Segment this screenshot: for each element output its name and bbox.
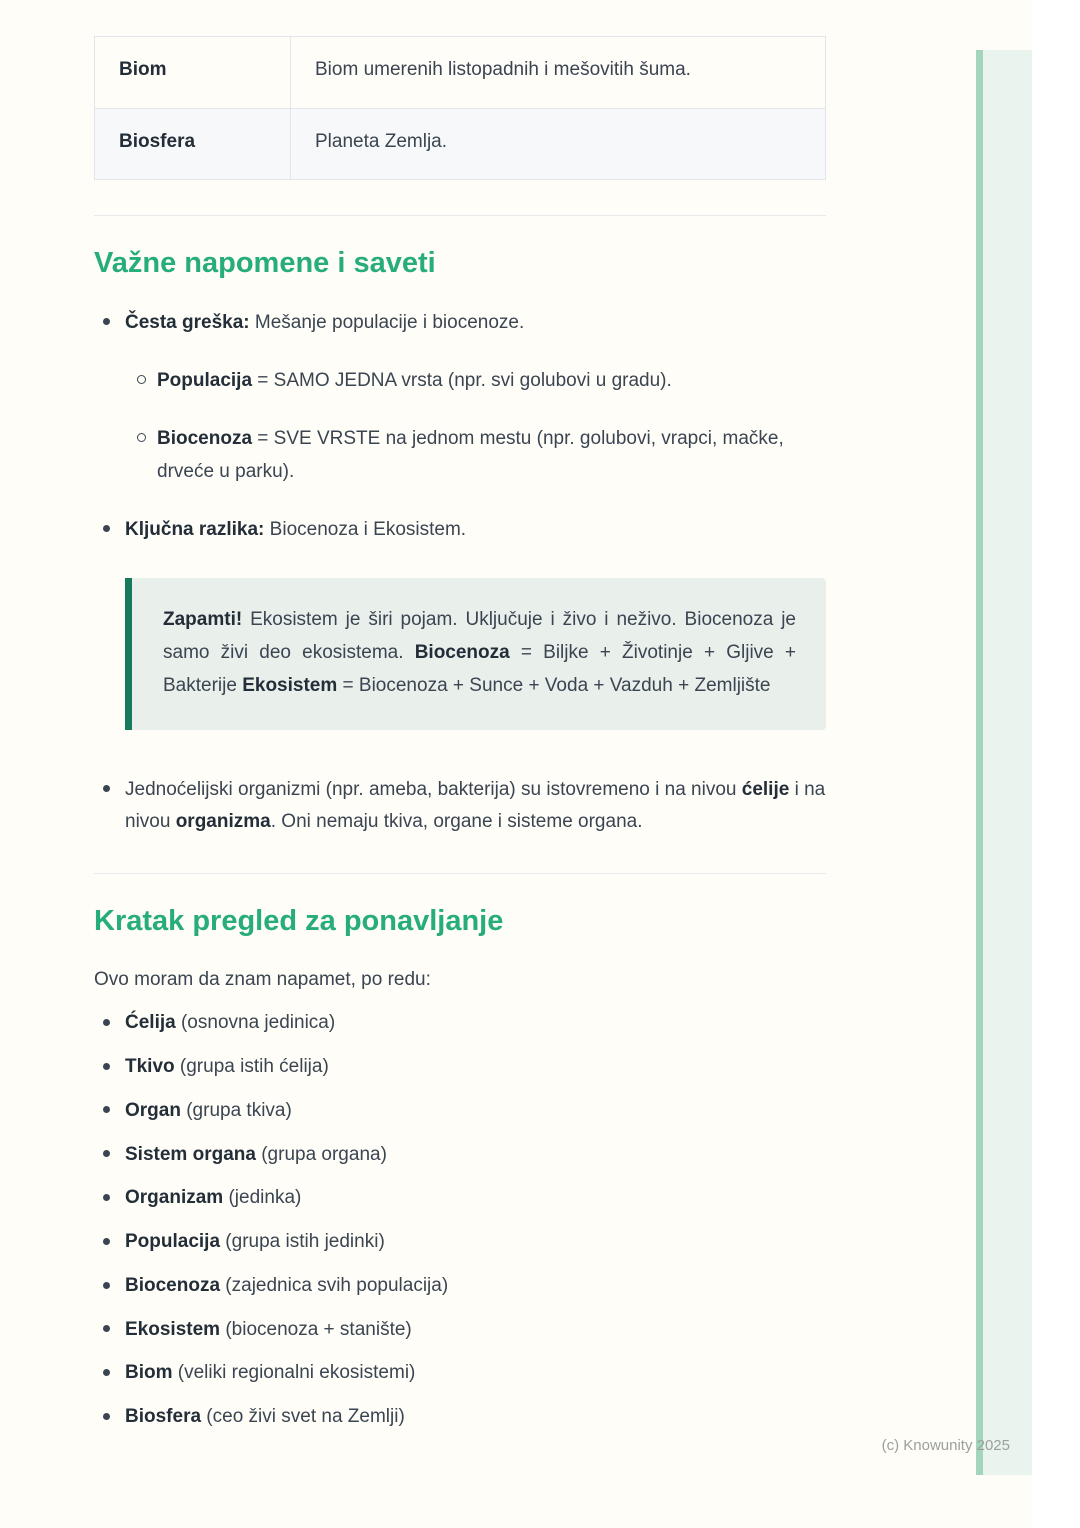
note-bold: Česta greška: [125, 311, 250, 333]
note-text: Mešanje populacije i biocenoze. [249, 311, 525, 333]
review-section-title: Kratak pregled za ponavljanje [94, 905, 504, 938]
list-item [94, 1096, 826, 1127]
list-item [94, 307, 826, 339]
term-note: (ceo živi svet na Zemlji) [201, 1406, 405, 1428]
page-content [94, 36, 826, 1433]
green-side-stripe [976, 50, 1032, 1475]
term-note: (biocenoza + stanište) [220, 1318, 412, 1340]
term-note: (grupa istih ćelija) [174, 1056, 329, 1078]
list-item [137, 423, 826, 488]
term-bold: Organ [125, 1099, 181, 1121]
note-text: Biocenoza i Ekosistem. [264, 519, 467, 541]
callout-text: = Biocenoza + Sunce + Voda + Vazduh + Zemljište [337, 675, 771, 697]
callout-bold: Biocenoza [414, 642, 510, 664]
callout-text: Ekosistem je širi pojam. Uključuje i živo i neživo. Biocenoza je samo živi deo ekosistema. [163, 609, 796, 664]
notes-list [94, 307, 826, 339]
list-item [94, 1271, 826, 1302]
review-list [94, 1008, 826, 1433]
term-note: (grupa istih jedinki) [220, 1231, 385, 1253]
note-text: . Oni nemaju tkiva, organe i sisteme organa. [270, 810, 643, 832]
notes-sublist [137, 365, 826, 488]
remember-callout [125, 578, 826, 729]
term-cell: Biom [95, 37, 291, 109]
note-bold: Ključna razlika: [125, 519, 265, 541]
section-divider [94, 873, 826, 874]
section-divider [94, 215, 826, 216]
note-bold: ćelije [741, 778, 790, 800]
list-item [94, 774, 826, 839]
table-row [95, 108, 826, 180]
list-item [94, 1358, 826, 1389]
term-note: (zajednica svih populacija) [220, 1274, 449, 1296]
term-bold: Tkivo [125, 1056, 175, 1078]
callout-bold: Zapamti! [163, 609, 243, 631]
term-bold: Ekosistem [125, 1318, 221, 1340]
term-bold: Biosfera [125, 1406, 202, 1428]
term-bold: Sistem organa [125, 1143, 256, 1165]
term-bold: Biom [125, 1362, 173, 1384]
list-item [94, 1315, 826, 1346]
definition-cell: Planeta Zemlja. [315, 130, 448, 152]
list-item [94, 1008, 826, 1039]
callout-text: = Biljke + Životinje + Gljive + Bakterije [163, 642, 796, 697]
note-bold: Populacija [157, 370, 253, 392]
note-text: = SAMO JEDNA vrsta (npr. svi golubovi u gradu). [252, 370, 672, 392]
list-item [94, 1183, 826, 1214]
note-text: Jednoćelijski organizmi (npr. ameba, bakterija) su istovremeno i na nivou [125, 778, 742, 800]
term-note: (grupa organa) [255, 1143, 387, 1165]
term-note: (jedinka) [223, 1187, 302, 1209]
term-bold: Populacija [125, 1231, 221, 1253]
list-item [137, 365, 826, 397]
list-item [94, 514, 826, 546]
term-note: (veliki regionalni ekosistemi) [172, 1362, 416, 1384]
right-page-margin [1032, 0, 1080, 1528]
definitions-table [94, 36, 826, 180]
term-bold: Ćelija [125, 1012, 176, 1034]
review-intro: Ovo moram da znam napamet, po redu: [94, 968, 431, 990]
note-text: i na nivou [125, 778, 826, 832]
term-note: (osnovna jedinica) [175, 1012, 336, 1034]
note-bold: Biocenoza [157, 428, 253, 450]
list-item [94, 1140, 826, 1171]
term-bold: Organizam [125, 1187, 224, 1209]
callout-bold: Ekosistem [242, 675, 338, 697]
term-bold: Biocenoza [125, 1274, 221, 1296]
definition-cell: Biom umerenih listopadnih i mešovitih šuma. [315, 59, 691, 80]
notes-list [94, 774, 826, 839]
list-item [94, 1052, 826, 1083]
term-note: (grupa tkiva) [180, 1099, 292, 1121]
note-bold: organizma [175, 810, 271, 832]
notes-section-title: Važne napomene i saveti [94, 247, 436, 280]
notes-list [94, 514, 826, 546]
copyright-notice: (c) Knowunity 2025 [881, 1437, 1010, 1454]
list-item [94, 1227, 826, 1258]
term-cell: Biosfera [95, 108, 291, 180]
note-text: = SVE VRSTE na jednom mestu (npr. golubovi, vrapci, mačke, drveće u parku). [157, 428, 784, 482]
table-row [95, 37, 826, 109]
list-item [94, 1402, 826, 1433]
